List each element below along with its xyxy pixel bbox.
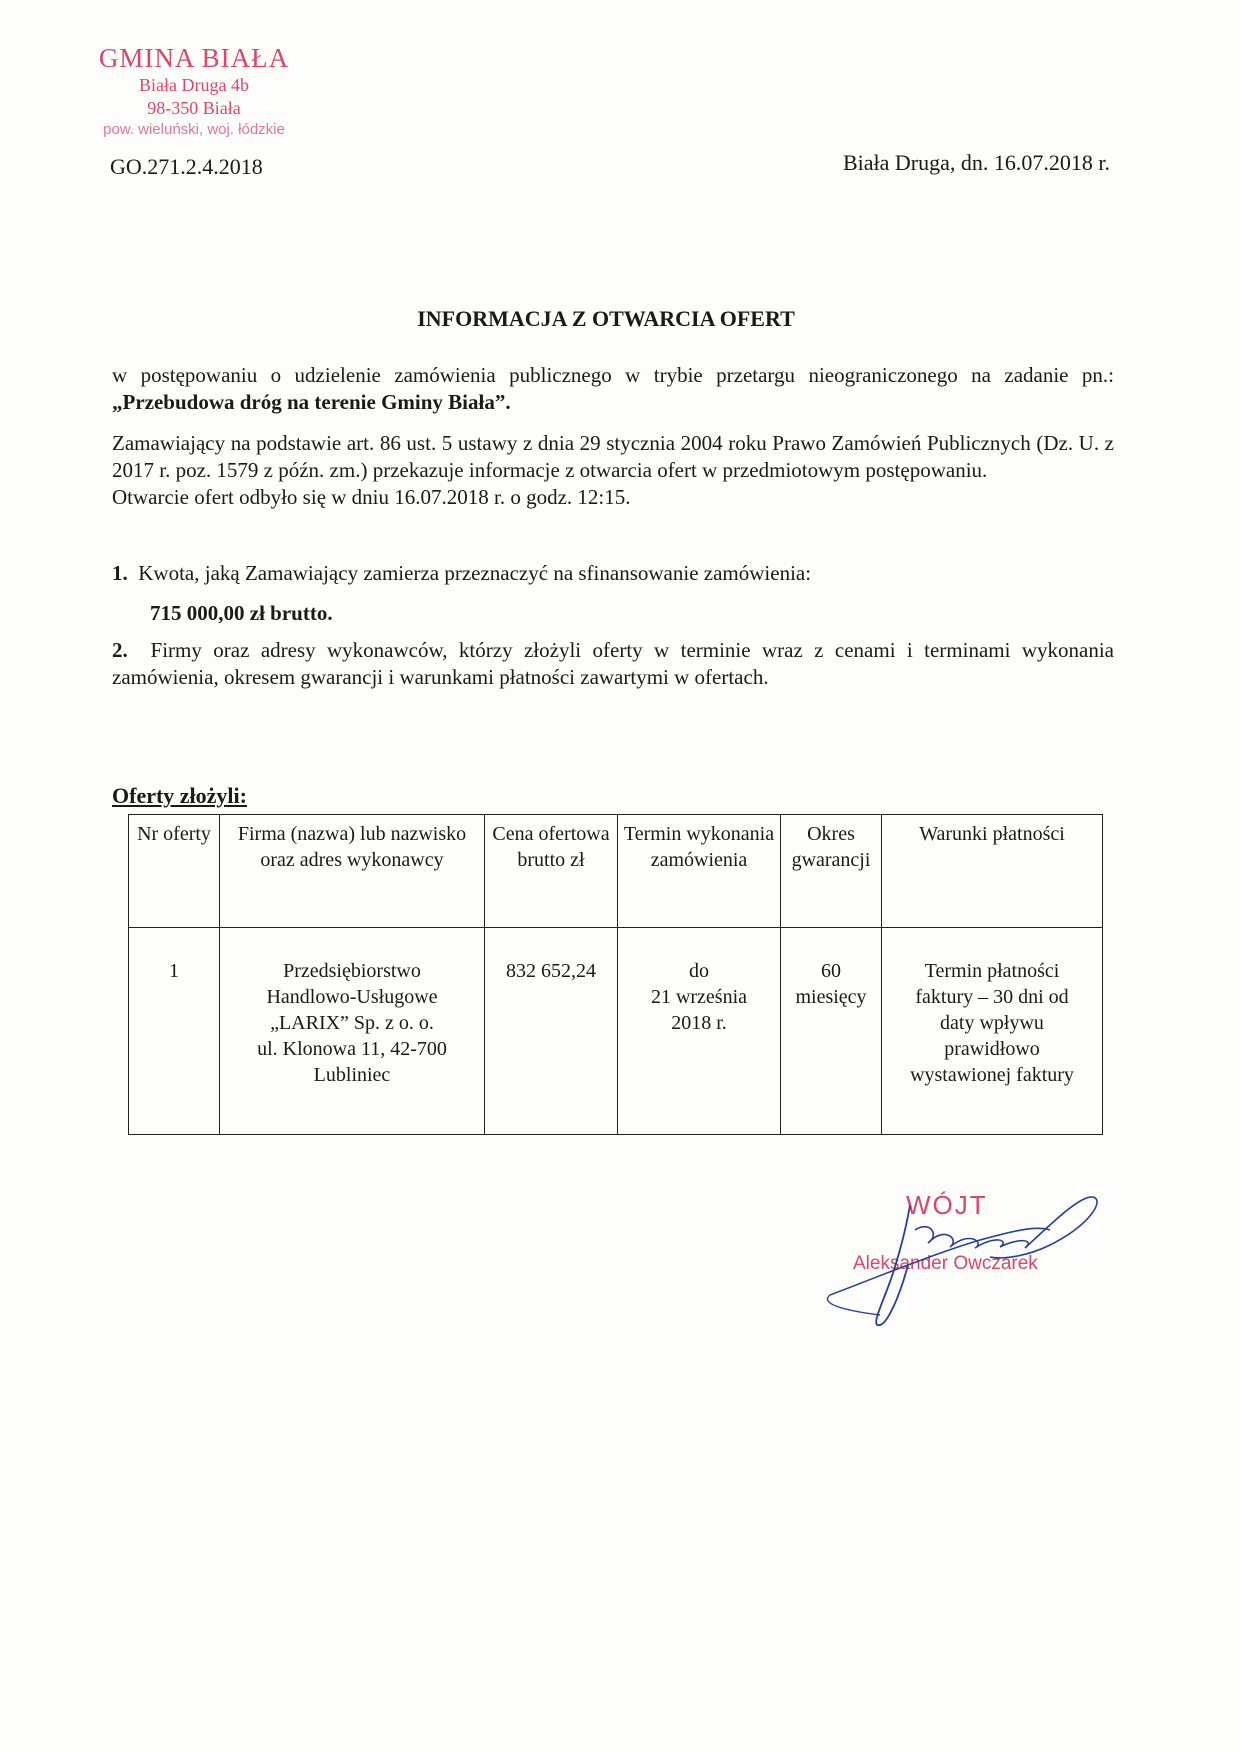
stamp-line-1: GMINA BIAŁA	[98, 43, 290, 73]
warranty-line: 60	[821, 960, 841, 982]
header-firm: Firma (nazwa) lub nazwisko oraz adres wykonawcy	[220, 815, 485, 928]
point-1-number: 1.	[112, 561, 128, 585]
point-2-number: 2.	[112, 638, 128, 662]
cell-price: 832 652,24	[485, 928, 618, 1135]
header-price: Cena ofertowa brutto zł	[485, 815, 618, 928]
intro-paragraph	[112, 362, 1114, 416]
opening-text: Otwarcie ofert odbyło się w dniu 16.07.2018 r. o godz. 12:15.	[112, 485, 631, 509]
firm-line: „LARIX” Sp. z o. o.	[270, 1012, 434, 1034]
document-title: INFORMACJA Z OTWARCIA OFERT	[417, 306, 795, 331]
firm-line: Przedsiębiorstwo	[283, 960, 421, 982]
header-warranty: Okres gwarancji	[781, 815, 882, 928]
payment-line: daty wpływu	[940, 1012, 1044, 1034]
cell-firm	[220, 928, 485, 1135]
cell-term	[618, 928, 781, 1135]
header-payment: Warunki płatności	[882, 815, 1103, 928]
table-row	[129, 928, 1103, 1135]
firm-line: ul. Klonowa 11, 42-700	[257, 1038, 447, 1060]
term-line: 21 września	[650, 986, 748, 1008]
office-stamp	[60, 42, 328, 140]
signature-title: WÓJT	[906, 1190, 988, 1220]
stamp-line-4: pow. wieluński, woj. łódzkie	[103, 121, 285, 138]
cell-payment	[882, 928, 1103, 1135]
payment-line: wystawionej faktury	[910, 1064, 1074, 1086]
handwritten-signature-icon	[810, 1185, 1110, 1335]
point-1-text: Kwota, jaką Zamawiający zamierza przeznaczyć na sfinansowanie zamówienia:	[138, 561, 812, 585]
legal-text: Zamawiający na podstawie art. 86 ust. 5 ustawy z dnia 29 stycznia 2004 roku Prawo Zamówień Publicznych (Dz. U. z 2017 r. poz. 1579 z późn. zm.) przekazuje informacje z otwarcia ofert w przedmiotowym postępowaniu.	[112, 431, 1114, 482]
payment-line: Termin płatności	[924, 960, 1060, 982]
firm-line: Lubliniec	[313, 1064, 391, 1086]
task-name: „Przebudowa dróg na terenie Gminy Biała”.	[112, 390, 511, 414]
payment-line: prawidłowo	[944, 1038, 1040, 1060]
point-2-text: Firmy oraz adresy wykonawców, którzy złożyli oferty w terminie wraz z cenami i terminami wykonania zamówienia, okresem gwarancji i warunkami płatności zawartymi w ofertach.	[112, 638, 1115, 689]
point-1	[112, 560, 1114, 587]
signature-block	[810, 1185, 1110, 1335]
place-and-date: Biała Druga, dn. 16.07.2018 r.	[842, 150, 1110, 175]
term-line: 2018 r.	[671, 1012, 727, 1034]
offers-table	[128, 814, 1103, 1135]
signature-name: Aleksander Owczarek	[853, 1253, 1038, 1274]
budget-amount: 715 000,00 zł brutto.	[150, 601, 333, 625]
warranty-line: miesięcy	[795, 986, 867, 1008]
stamp-line-2: Biała Druga 4b	[139, 75, 249, 95]
offers-heading: Oferty złożyli:	[112, 783, 247, 808]
point-2	[112, 637, 1114, 691]
cell-warranty	[781, 928, 882, 1135]
payment-line: faktury – 30 dni od	[915, 986, 1069, 1008]
cell-offer-number: 1	[129, 928, 220, 1135]
firm-line: Handlowo-Usługowe	[266, 986, 438, 1008]
legal-paragraph	[112, 430, 1114, 511]
header-term: Termin wykonania zamówienia	[618, 815, 781, 928]
stamp-line-3: 98-350 Biała	[147, 98, 241, 118]
term-line: do	[689, 960, 709, 982]
reference-number: GO.271.2.4.2018	[110, 154, 263, 179]
intro-text: w postępowaniu o udzielenie zamówienia publicznego w trybie przetargu nieograniczonego na zadanie pn.:	[112, 363, 1114, 387]
header-offer-number: Nr oferty	[129, 815, 220, 928]
table-header-row	[129, 815, 1103, 928]
